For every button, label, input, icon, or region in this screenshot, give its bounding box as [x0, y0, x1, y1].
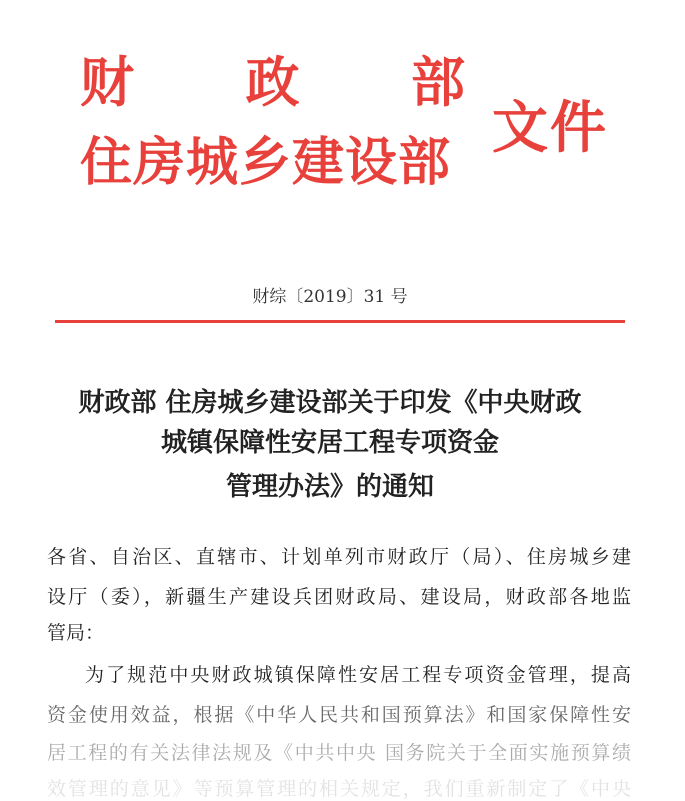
- document-type-label: 文件: [492, 95, 608, 161]
- body-line: 居工程的有关法律法规及《中共中央 国务院关于全面实施预算绩: [47, 742, 631, 764]
- issuing-org-housing-ministry: 住房城乡建设部: [80, 132, 452, 193]
- body-line: 设厅（委），新疆生产建设兵团财政局、建设局，财政部各地监: [47, 586, 631, 608]
- document-title-line: 财政部 住房城乡建设部关于印发《中央财政: [78, 388, 582, 418]
- org-char: 财: [80, 50, 134, 114]
- body-line: 资金使用效益，根据《中华人民共和国预算法》和国家保障性安: [47, 704, 631, 726]
- document-title-line: 城镇保障性安居工程专项资金: [160, 428, 499, 458]
- body-line: 为了规范中央财政城镇保障性安居工程专项资金管理，提高: [85, 664, 631, 686]
- issuing-org-ministry-of-finance: [80, 40, 465, 117]
- body-line: 各省、自治区、直辖市、计划单列市财政厅（局）、住房城乡建: [47, 546, 631, 568]
- org-char: 政: [245, 50, 300, 114]
- org-char: 部: [411, 50, 465, 114]
- document-number: 财综〔2019〕31 号: [252, 287, 408, 307]
- body-line: 效管理的意见》等预算管理的相关规定，我们重新制定了《中央: [47, 778, 631, 800]
- body-line: 管局：: [47, 622, 105, 644]
- document-title-line: 管理办法》的通知: [225, 472, 434, 502]
- red-divider: [55, 320, 625, 323]
